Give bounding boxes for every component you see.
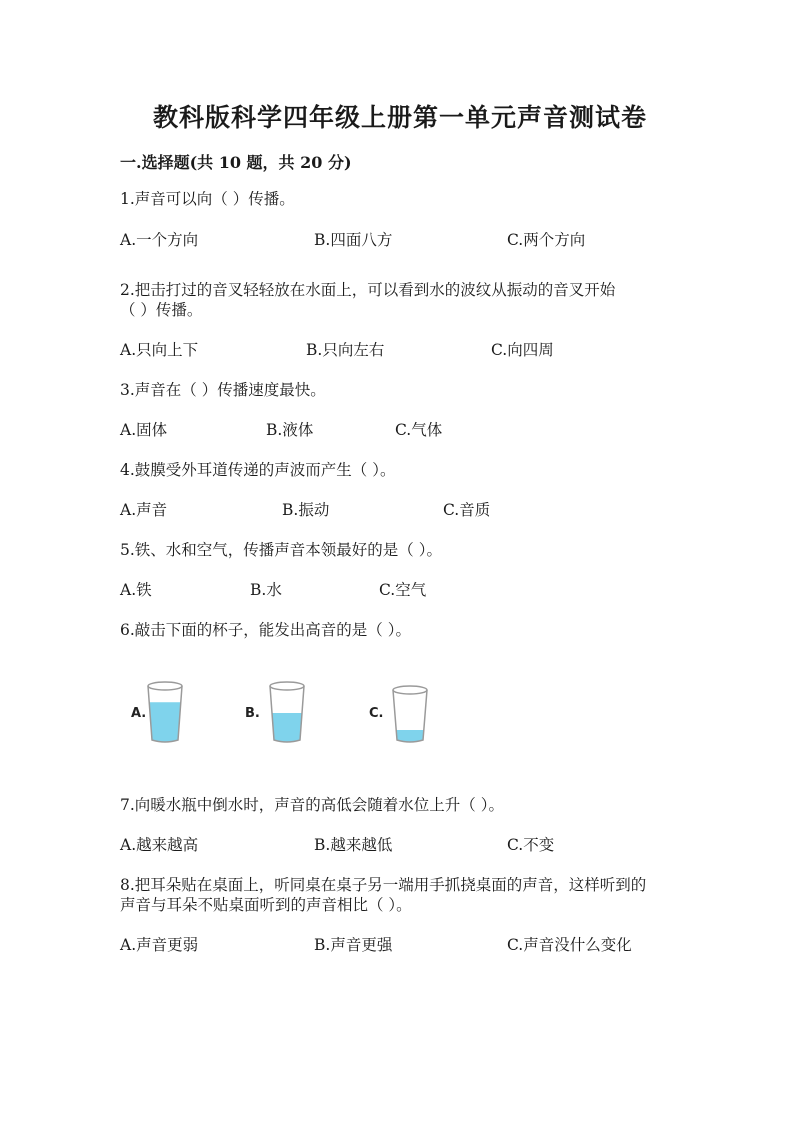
q7-option-c: C.不变 bbox=[507, 836, 555, 854]
q8-option-b: B.声音更强 bbox=[314, 936, 393, 954]
q8-option-a: A.声音更弱 bbox=[120, 936, 199, 954]
q7-option-a: A.越来越高 bbox=[120, 836, 199, 854]
q2-option-b: B.只向左右 bbox=[306, 341, 385, 359]
cup-a bbox=[148, 682, 182, 742]
q1-option-c: C.两个方向 bbox=[507, 231, 586, 249]
question-2-line-1: 2.把击打过的音叉轻轻放在水面上，可以看到水的波纹从振动的音叉开始 bbox=[120, 281, 616, 299]
section-heading: 一.选择题(共 10 题，共 20 分) bbox=[120, 153, 352, 172]
q3-option-c: C.气体 bbox=[395, 421, 443, 439]
q5-option-a: A.铁 bbox=[120, 581, 152, 599]
page-title: 教科版科学四年级上册第一单元声音测试卷 bbox=[152, 103, 647, 132]
cup-c bbox=[393, 686, 427, 742]
cup-label-c: C. bbox=[369, 706, 384, 721]
q2-option-a: A.只向上下 bbox=[120, 341, 199, 359]
q2-option-c: C.向四周 bbox=[491, 341, 554, 359]
q5-option-c: C.空气 bbox=[379, 581, 427, 599]
q3-option-a: A.固体 bbox=[120, 421, 168, 439]
question-3: 3.声音在（ ）传播速度最快。 bbox=[120, 381, 326, 399]
q7-option-b: B.越来越低 bbox=[314, 836, 393, 854]
q4-option-c: C.音质 bbox=[443, 501, 491, 519]
cup-b-water bbox=[272, 713, 302, 742]
question-8-line-2: 声音与耳朵不贴桌面听到的声音相比（ ）。 bbox=[120, 896, 412, 914]
q4-option-a: A.声音 bbox=[120, 501, 168, 519]
question-7: 7.向暖水瓶中倒水时，声音的高低会随着水位上升（ ）。 bbox=[120, 796, 504, 814]
question-5: 5.铁、水和空气，传播声音本领最好的是（ ）。 bbox=[120, 541, 442, 559]
cup-a-water bbox=[149, 702, 181, 742]
cup-label-b: B. bbox=[245, 706, 260, 721]
cups-figure bbox=[125, 672, 445, 752]
cup-label-a: A. bbox=[131, 706, 147, 721]
q4-option-b: B.振动 bbox=[282, 501, 330, 519]
question-4: 4.鼓膜受外耳道传递的声波而产生（ ）。 bbox=[120, 461, 396, 479]
question-8-line-1: 8.把耳朵贴在桌面上，听同桌在桌子另一端用手抓挠桌面的声音，这样听到的 bbox=[120, 876, 647, 894]
q3-option-b: B.液体 bbox=[266, 421, 314, 439]
question-1: 1.声音可以向（ ）传播。 bbox=[120, 190, 295, 208]
question-6: 6.敲击下面的杯子，能发出高音的是（ ）。 bbox=[120, 621, 411, 639]
q5-option-b: B.水 bbox=[250, 581, 282, 599]
q1-option-a: A.一个方向 bbox=[120, 231, 199, 249]
q1-option-b: B.四面八方 bbox=[314, 231, 393, 249]
cup-b bbox=[270, 682, 304, 742]
question-2-line-2: （ ）传播。 bbox=[120, 301, 203, 319]
q8-option-c: C.声音没什么变化 bbox=[507, 936, 632, 954]
